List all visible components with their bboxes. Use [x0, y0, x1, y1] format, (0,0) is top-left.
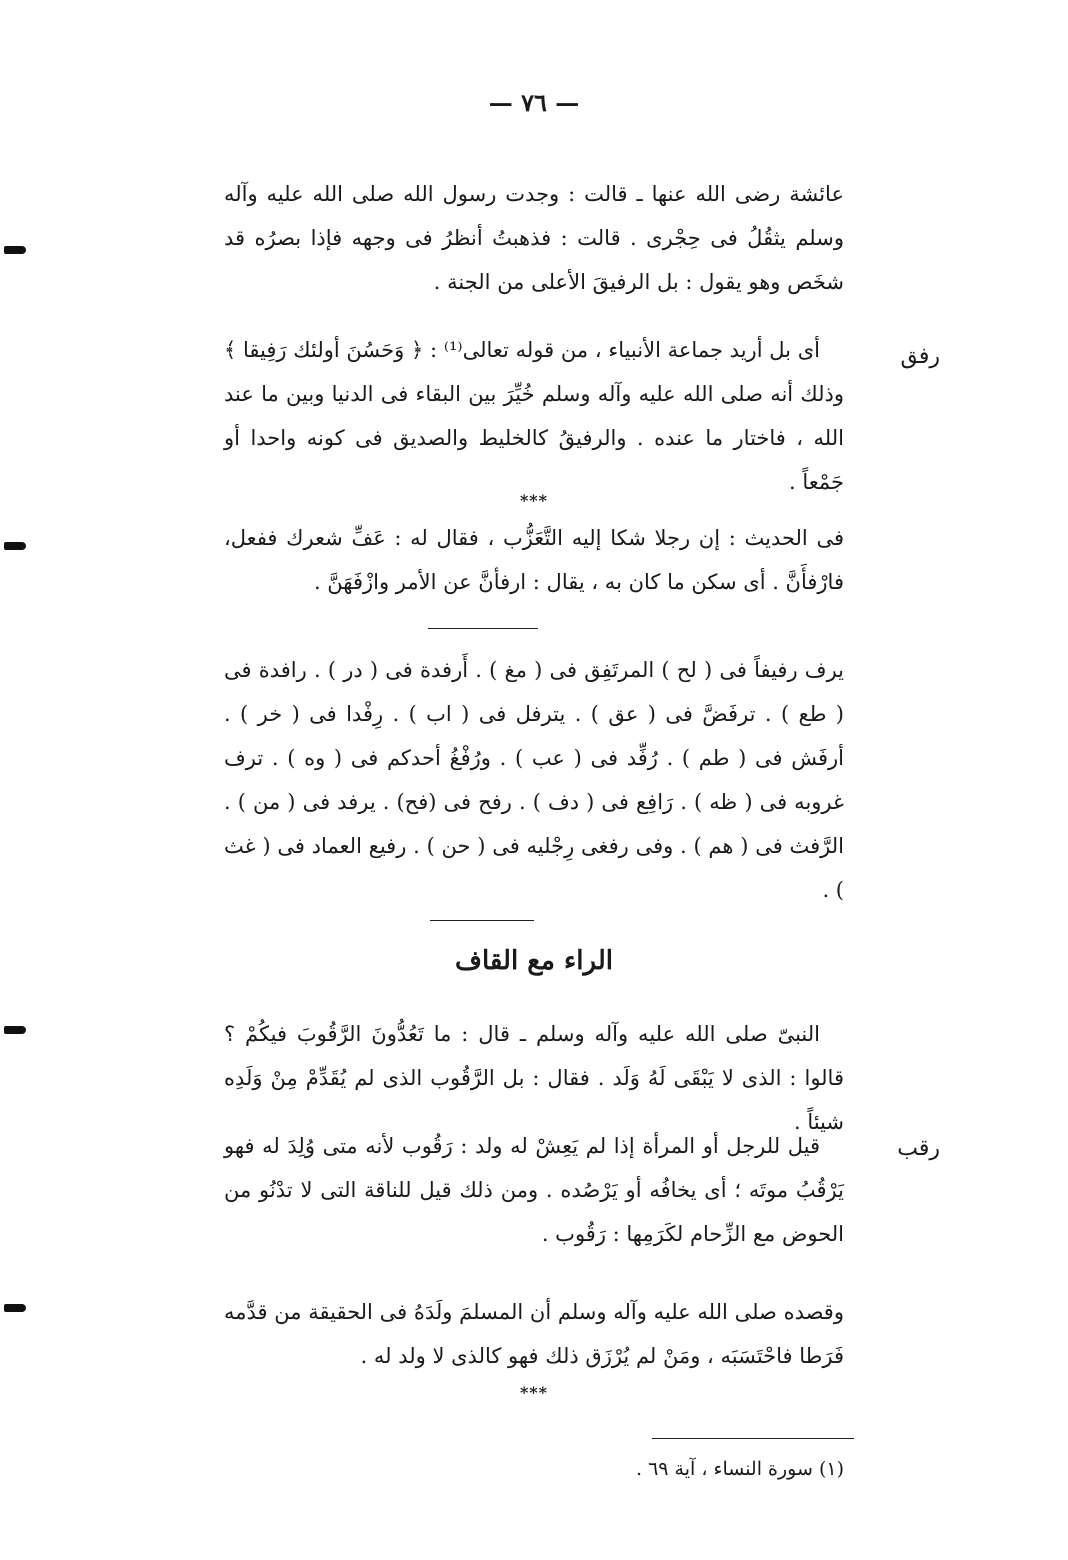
footnote-rule	[652, 1438, 854, 1439]
paragraph-cross-references: يرف رفيفاً فى ( لح ) المرتَفِق فى ( مغ ) . أَرفدة فى ( در ) . رافدة فى ( طع ) . ترفَضَّ فى ( عق ) . يترفل فى ( اب ) . رِفْدا فى ( خر ) . أرفَش فى ( طم ) . رُفِّد فى ( عب ) . ورُفْغُ أحدكم فى ( وه ) . ترف غروبه فى ( ظه ) . رَافِع فى ( دف ) . رفح فى (فح) . يرفد فى ( من ) . الرَّفث فى ( هم ) . وفى رفغى رِجْليه فى ( حن ) . رفيع العماد فى ( غث ) .	[224, 658, 844, 902]
page-edge-mark	[4, 1304, 26, 1312]
divider-rule	[428, 628, 538, 629]
footnote: (١) سورة النساء ، آية ٦٩ .	[636, 1458, 844, 1480]
margin-label-rafiq: رفق	[900, 344, 940, 369]
section-separator-stars: ***	[519, 1383, 549, 1402]
paragraph-aisha-hadith: عائشة رضى الله عنها ـ قالت : وجدت رسول الله صلى الله عليه وآله وسلم يثقُلُ فى حِجْرى . قالت : فذهبتُ أنظرُ فى وجهه فإذا بصرُه قد شخَص وهو يقول : بل الرفيقَ الأعلى من الجنة .	[224, 182, 844, 294]
paragraph-raqub-meaning: وقصده صلى الله عليه وآله وسلم أن المسلمَ ولَدَهُ فى الحقيقة من قدَّمه فَرَطا فاحْتَسَبَه ، ومَنْ لم يُرْزَق ذلك فهو كالذى لا ولد له .	[224, 1300, 844, 1368]
page-edge-mark	[4, 542, 26, 550]
paragraph-raqub-explanation: قيل للرجل أو المرأة إذا لم يَعِشْ له ولد : رَقُوب لأنه متى وُلِدَ له فهو يَرْقُبُ موتَه ؛ أى يخافُه أو يَرْصُده . ومن ذلك قيل للناقة التى لا تدْنُو من الحوض مع الزِّحام لكَرَمِها : رَقُوب .	[224, 1134, 844, 1246]
page-number: — ٧٦ —	[488, 88, 580, 117]
paragraph-raqub-hadith: النبىّ صلى الله عليه وآله وسلم ـ قال : ما تَعُدُّونَ الرَّقُوبَ فيكُمْ ؟ قالوا : الذى لا يَبْقَى لَهُ وَلَد . فقال : بل الرَّقُوب الذى لم يُقَدِّمْ مِنْ وَلَدِه شيئاً .	[224, 1022, 844, 1134]
paragraph-rafiq-explanation: أى بل أريد جماعة الأنبياء ، من قوله تعالى⁽¹⁾ : ﴿ وَحَسُنَ أولئك رَفِيقا ﴾ وذلك أنه صلى الله عليه وآله وسلم خُيِّرَ بين البقاء فى الدنيا وبين ما عند الله ، فاختار ما عنده . والرفيقُ كالخليط والصديق فى كونه واحدا أو جَمْعاً .	[224, 338, 844, 494]
page-edge-mark	[4, 1026, 26, 1034]
section-separator-stars: ***	[519, 491, 549, 510]
margin-label-raqab: رقب	[897, 1136, 940, 1161]
divider-rule	[430, 920, 534, 921]
section-heading: الراء مع القاف	[455, 946, 613, 976]
paragraph-irfaanna-hadith: فى الحديث : إن رجلا شكا إليه التَّعَزُّب ، فقال له : عَفِّ شعرك ففعل، فارْفأَنَّ . أى سكن ما كان به ، يقال : ارفأنَّ عن الأمر وازْفَهَنَّ .	[224, 526, 844, 594]
page-edge-mark	[4, 246, 26, 254]
